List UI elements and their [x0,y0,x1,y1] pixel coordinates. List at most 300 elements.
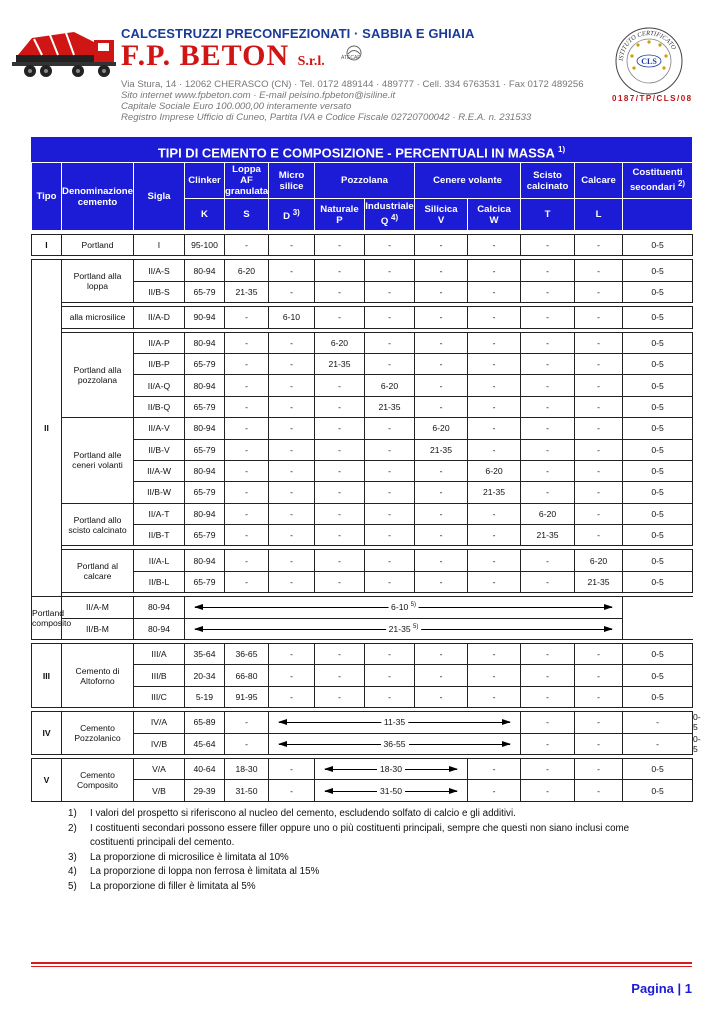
cell: II/A-T [134,503,185,524]
table-title-note: 1) [558,145,566,154]
cell: - [269,571,315,592]
table-title-text: TIPI DI CEMENTO E COMPOSIZIONE - PERCENTUALI IN MASSA [157,145,555,161]
cell: 0-5 [623,281,693,302]
table-row [32,758,693,779]
web-line: Sito internet www.fpbeton.com · E-mail peisino.fpbeton@isiline.it [121,90,396,101]
range-value: 18-30 [377,764,405,774]
tipo-cell: II [32,260,62,597]
cell: 0-5 [623,439,693,460]
cell: - [415,375,468,396]
footnote [68,865,670,880]
concrete-truck-logo [12,30,118,80]
cement-composition-table [31,162,701,802]
cell: - [575,644,623,665]
cell: - [365,307,415,328]
cell: 0-5 [623,644,693,665]
cell: IV/A [134,712,185,733]
table-title [31,137,692,162]
cell: 0-5 [623,260,693,281]
table-row [32,618,693,639]
name-cell: Cemento Pozzolanico [62,712,134,755]
cell: 80-94 [185,332,225,353]
cell: - [365,550,415,571]
col-costituenti [623,163,693,199]
cell: - [575,353,623,374]
tipo-cell: V [32,758,62,801]
cell: - [521,758,575,779]
cell: - [521,418,575,439]
cell: - [468,525,521,546]
code-d [269,199,315,231]
range-label [386,624,422,634]
cell: - [315,418,365,439]
cell: - [269,665,315,686]
cell: - [315,375,365,396]
cell: - [365,503,415,524]
cell: II/A-S [134,260,185,281]
cell: II/B-Q [134,396,185,417]
cell: - [521,482,575,503]
cell: - [365,665,415,686]
col-naturale [315,199,365,231]
cell: - [521,260,575,281]
range-value: 31-50 [377,786,405,796]
cell: II/A-M [62,597,134,618]
cell: - [225,353,269,374]
table-row [32,332,693,353]
cell: - [468,260,521,281]
cell: - [365,418,415,439]
cell: - [521,571,575,592]
col-scisto: Scisto calcinato [521,163,575,199]
cell: - [521,550,575,571]
cell: - [415,235,468,256]
company-name-main: F.P. BETON [121,39,290,72]
range-value: 11-35 [381,717,408,727]
col-silicica-label: Silicica [424,203,458,215]
cell: - [315,307,365,328]
cell: - [415,482,468,503]
cell: 0-5 [623,332,693,353]
footnote [68,807,670,822]
cell: - [365,439,415,460]
cell: 21-35 [575,571,623,592]
cell: - [575,712,623,733]
cell: - [575,332,623,353]
footnote-text: La proporzione di loppa non ferrosa è limitata al 15% [90,866,320,877]
cell: - [415,644,468,665]
cell: - [521,235,575,256]
cell: - [269,260,315,281]
col-clinker: Clinker [185,163,225,199]
cell: - [225,307,269,328]
name-cell: Portland allo scisto calcinato [62,503,134,546]
cell: - [315,571,365,592]
col-cenere: Cenere volante [415,163,521,199]
cell: - [315,396,365,417]
cell: - [521,332,575,353]
cell: 21-35 [365,396,415,417]
name-cell: Portland alla loppa [62,260,134,303]
col-costituenti-label: Costituenti secondari [629,167,683,194]
cell: - [365,281,415,302]
cell: 0-5 [623,418,693,439]
footnote-number: 5) [68,880,77,892]
cell: - [575,235,623,256]
cell: - [415,525,468,546]
cell: 0-5 [623,550,693,571]
footnote-text: I valori del prospetto si riferiscono al nucleo del cemento, escludendo solfato di calcio e gli additivi. [90,808,516,819]
tipo-cell: IV [32,712,62,755]
col-micro: Micro silice [269,163,315,199]
cell: 0-5 [623,460,693,481]
cell: - [225,418,269,439]
cell: 65-79 [185,525,225,546]
cell: - [269,686,315,707]
col-costituenti-note: 2) [677,179,686,189]
cell: 0-5 [623,503,693,524]
cell: - [575,503,623,524]
cell: 6-20 [225,260,269,281]
col-industriale-label: Industriale [365,201,414,213]
cell: - [269,353,315,374]
table-row [32,235,693,256]
cell: - [575,525,623,546]
cell: 35-64 [185,644,225,665]
table-row [32,503,693,524]
footnote-number: 3) [68,851,77,863]
cell: I [134,235,185,256]
company-name [121,39,325,73]
range-note: 5) [413,623,419,630]
cell: II/A-V [134,418,185,439]
code-p: P [336,214,343,226]
cell: - [521,712,575,733]
cell: 0-5 [623,686,693,707]
cell: 80-94 [185,375,225,396]
cell: II/B-T [134,525,185,546]
cell: - [225,332,269,353]
cell: 6-20 [365,375,415,396]
cell: 90-94 [185,307,225,328]
code-k: K [185,199,225,231]
address-line: Via Stura, 14 · 12062 CHERASCO (CN) · Tel. 0172 489144 · 489777 · Cell. 334 6763531 · Fax 0172 489256 [121,79,584,90]
range-value: 6-10 [391,602,409,613]
code-l: L [575,199,623,231]
cell: - [575,260,623,281]
cell: 21-35 [468,482,521,503]
cell: - [225,235,269,256]
footnote-text: I costituenti secondari possono essere filler oppure uno o più costituenti principali, sempre che questi non siano inclusi come costituenti principali del cemento. [90,822,630,848]
cell: - [365,260,415,281]
cell: II/A-P [134,332,185,353]
cell: 6-20 [521,503,575,524]
cell: - [468,686,521,707]
name-cell: Portland composito [32,597,62,640]
cell: II/B-W [134,482,185,503]
table-row [32,597,693,618]
cell: - [225,503,269,524]
cell: II/B-S [134,281,185,302]
cell: 80-94 [134,618,185,639]
cell: IV/B [134,733,185,754]
cell: 5-19 [185,686,225,707]
name-cell: alla microsilice [62,307,134,328]
cell: 6-20 [468,460,521,481]
table-row: IV/B 45-64 - 36-55 - - - 0-5 [32,733,693,754]
tipo-cell: III [32,644,62,708]
cell: - [315,281,365,302]
cell: - [623,733,693,754]
cell: 80-94 [185,418,225,439]
cell: 31-50 [225,780,269,801]
code-q: Q [380,216,389,228]
footnote-number: 2) [68,822,77,834]
cell: - [225,712,269,733]
cell: - [415,307,468,328]
cell: - [575,439,623,460]
cell: - [521,686,575,707]
cell: 40-64 [185,758,225,779]
cell: II/A-W [134,460,185,481]
cell: 6-20 [415,418,468,439]
cell: - [225,375,269,396]
table-row: IV Cemento Pozzolanico IV/A 65-89 - 11-35 - - - 0-5 [32,712,693,733]
cell: - [365,332,415,353]
cell: - [225,460,269,481]
cell: - [468,503,521,524]
cell: 80-94 [134,597,185,618]
cell: - [521,644,575,665]
cell: 21-35 [225,281,269,302]
cell: - [269,644,315,665]
cell: III/C [134,686,185,707]
cell: - [468,644,521,665]
cert-code: 0187/TP/CLS/08 [612,94,693,103]
cell: - [315,235,365,256]
table-row [32,418,693,439]
name-cell: Portland [62,235,134,256]
cell: - [225,733,269,754]
cell: - [269,758,315,779]
cell: 65-89 [185,712,225,733]
cell: II/B-P [134,353,185,374]
assocap-label: ATECAP [341,55,361,61]
cell: - [225,525,269,546]
cell: - [315,550,365,571]
cell: - [365,353,415,374]
cell: 0-5 [623,665,693,686]
name-cell: Cemento di Altoforno [62,644,134,708]
footnote-number: 4) [68,866,77,877]
cell: 0-5 [623,235,693,256]
cell: 80-94 [185,550,225,571]
cell: 0-5 [623,482,693,503]
cell: 65-79 [185,571,225,592]
cell: - [225,482,269,503]
footnote-text: La proporzione di filler è limitata al 5% [90,880,256,892]
tipo-cell: I [32,235,62,256]
cell: 6-20 [575,550,623,571]
capital-line: Capitale Sociale Euro 100.000,00 interamente versato [121,101,352,112]
footnote [68,880,670,895]
code-w: W [489,214,499,226]
cell: 80-94 [185,503,225,524]
cell: - [468,758,521,779]
range-label [388,602,419,612]
cell: - [521,396,575,417]
table-row [32,644,693,665]
cell: 0-5 [623,307,693,328]
cell: - [468,665,521,686]
cell: - [468,235,521,256]
cell: 0-5 [623,758,693,779]
cell: V/B [134,780,185,801]
cell: - [575,396,623,417]
range-arrow-cell [185,597,623,618]
code-t: T [521,199,575,231]
col-sigla: Sigla [134,163,185,231]
cell: - [415,550,468,571]
cell: - [269,525,315,546]
cell: - [415,503,468,524]
cell: - [415,460,468,481]
cell: II/A-L [134,550,185,571]
cell: - [468,571,521,592]
cell: - [575,375,623,396]
cell: - [575,307,623,328]
cell: - [365,482,415,503]
cell: 80-94 [185,460,225,481]
cell: - [575,665,623,686]
cell: - [365,571,415,592]
table-row [32,260,693,281]
cell: - [269,439,315,460]
company-tagline: CALCESTRUZZI PRECONFEZIONATI · SABBIA E GHIAIA [121,26,475,41]
cert-center-text: CLS [641,57,657,66]
cell: 0-5 [623,375,693,396]
col-industriale [365,199,415,231]
cell: 65-79 [185,396,225,417]
cell: 65-79 [185,353,225,374]
cell: V/A [134,758,185,779]
table-row [32,550,693,571]
cell: - [575,780,623,801]
cell: - [315,503,365,524]
cell: 21-35 [521,525,575,546]
cell: 21-35 [315,353,365,374]
footnotes [68,807,670,894]
range-arrow-cell [185,618,623,639]
cell: - [269,332,315,353]
cell: - [415,353,468,374]
code-v: V [437,214,445,226]
cell: - [623,712,693,733]
cell: 0-5 [623,353,693,374]
col-tipo: Tipo [32,163,62,231]
cell: - [269,503,315,524]
cell: - [415,260,468,281]
cell: - [225,571,269,592]
cell: III/A [134,644,185,665]
letterhead [0,0,725,130]
cell: - [575,418,623,439]
cell: - [468,375,521,396]
cell: 36-65 [225,644,269,665]
cell: 0-5 [623,396,693,417]
cell: - [269,482,315,503]
code-empty [623,199,693,231]
cell: - [468,780,521,801]
footnote-number: 1) [68,808,77,819]
name-cell: Portland alle ceneri volanti [62,418,134,504]
code-d-note: 3) [292,207,300,217]
range-note: 5) [410,602,416,609]
name-cell: Cemento Composito [62,758,134,801]
col-calcica-label: Calcica [477,203,511,215]
code-s: S [225,199,269,231]
cell: 21-35 [415,439,468,460]
cell: - [269,235,315,256]
cell: - [468,332,521,353]
cell: - [468,353,521,374]
cell: - [575,460,623,481]
cell: - [269,780,315,801]
cell: - [521,733,575,754]
cell: II/A-D [134,307,185,328]
cell: - [521,307,575,328]
range-arrow-cell [315,780,468,801]
table-row [32,307,693,328]
register-line: Registro Imprese Ufficio di Cuneo, Partita IVA e Codice Fiscale 02720700042 · R.E.A. n. 231533 [121,112,532,123]
cell: - [225,550,269,571]
col-loppa: Loppa AF granulata [225,164,269,197]
company-suffix: S.r.l. [297,54,325,69]
cell: - [415,665,468,686]
cell: - [225,396,269,417]
footer-divider-thin [31,966,692,967]
cell: 80-94 [185,260,225,281]
range-arrow-cell [315,758,468,779]
col-pozzolana: Pozzolana [315,163,415,199]
cell: - [521,353,575,374]
cell: - [365,686,415,707]
cell: - [365,460,415,481]
cell: - [315,644,365,665]
cell: - [415,686,468,707]
cell: - [365,525,415,546]
cell: - [315,439,365,460]
page-number: Pagina | 1 [631,981,692,996]
cell: 18-30 [225,758,269,779]
cell: 45-64 [185,733,225,754]
cell: - [575,281,623,302]
cell: II/B-V [134,439,185,460]
range-value: 21-35 [388,623,411,634]
cell: 0-5 [623,780,693,801]
cell: - [315,665,365,686]
col-naturale-label: Naturale [320,203,359,215]
cell: 95-100 [185,235,225,256]
cell: - [365,644,415,665]
cell: - [468,281,521,302]
cell: - [575,686,623,707]
cell: III/B [134,665,185,686]
cell: - [468,439,521,460]
cell: - [269,281,315,302]
cell: II/B-L [134,571,185,592]
cell: - [521,665,575,686]
